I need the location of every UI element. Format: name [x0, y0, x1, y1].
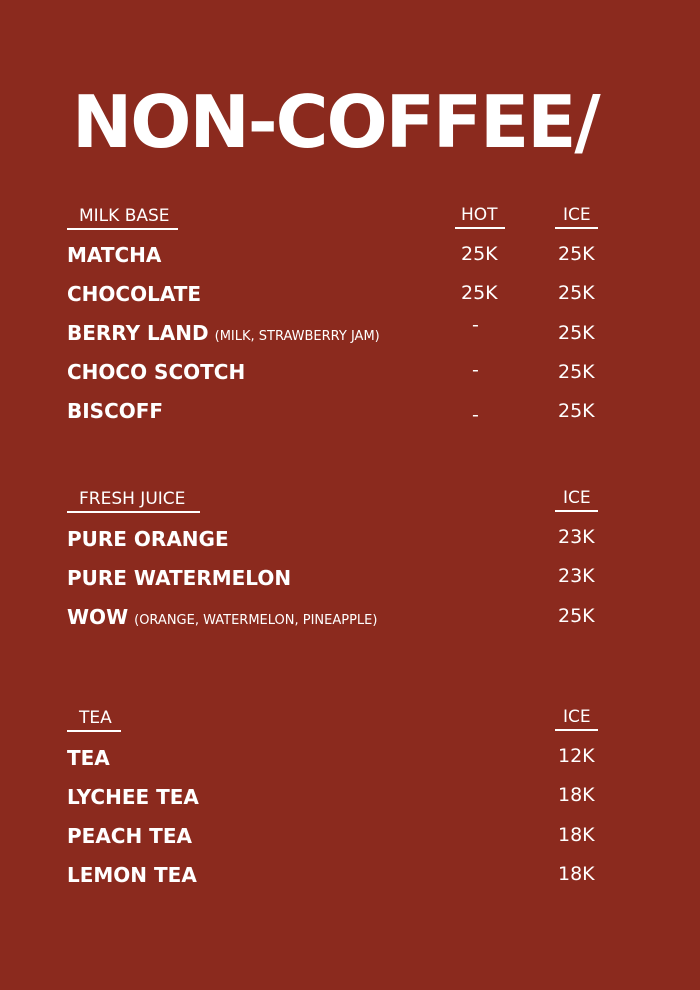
item-name: BISCOFF [67, 399, 164, 423]
column-header-label: HOT [461, 205, 498, 225]
item-name: WOW [67, 605, 129, 629]
menu-item-biscoff [67, 398, 163, 424]
section-header-milk-base [79, 205, 170, 227]
menu-item-matcha [67, 242, 161, 268]
menu-item-tea [67, 745, 110, 771]
menu-item-lemon-tea [67, 862, 197, 888]
header-underline [555, 510, 598, 512]
menu-item-pure-watermelon [67, 565, 291, 591]
section-header-label: MILK BASE [79, 206, 170, 226]
header-underline [67, 511, 200, 513]
header-underline [555, 227, 598, 229]
item-name: MATCHA [67, 243, 162, 267]
menu-item-choco-scotch [67, 359, 245, 385]
price-hot-unavailable: - [472, 404, 479, 426]
price-ice: 25K [558, 400, 595, 422]
column-header-ice [563, 204, 591, 226]
header-underline [67, 228, 178, 230]
price-hot-unavailable: - [472, 359, 479, 381]
section-header-tea [79, 707, 112, 729]
price-ice: 12K [558, 745, 595, 767]
item-note: (MILK, STRAWBERRY JAM) [214, 329, 380, 344]
item-name: PURE ORANGE [67, 527, 229, 551]
section-header-fresh-juice [79, 488, 185, 510]
price-ice: 18K [558, 863, 595, 885]
item-name: LYCHEE TEA [67, 785, 199, 809]
menu-item-chocolate [67, 281, 201, 307]
price-ice: 18K [558, 824, 595, 846]
item-name: PURE WATERMELON [67, 566, 292, 590]
column-header-ice [563, 487, 591, 509]
price-ice: 25K [558, 243, 595, 265]
column-header-hot [461, 204, 498, 226]
page-title [72, 72, 599, 172]
item-name: BERRY LAND [67, 321, 209, 345]
item-name: LEMON TEA [67, 863, 197, 887]
price-hot: 25K [461, 282, 498, 304]
item-name: TEA [67, 746, 110, 770]
column-header-label: ICE [563, 205, 591, 225]
header-underline [455, 227, 505, 229]
column-header-ice [563, 706, 591, 728]
menu-item-berry-land [67, 320, 380, 350]
section-header-label: FRESH JUICE [79, 489, 186, 509]
menu-item-lychee-tea [67, 784, 199, 810]
header-underline [67, 730, 121, 732]
item-name: PEACH TEA [67, 824, 192, 848]
price-ice: 25K [558, 322, 595, 344]
section-header-label: TEA [79, 708, 112, 728]
price-ice: 23K [558, 565, 595, 587]
price-ice: 23K [558, 526, 595, 548]
title-text: NON-COFFEE/ [72, 80, 599, 164]
item-name: CHOCOLATE [67, 282, 202, 306]
price-ice: 25K [558, 605, 595, 627]
menu-item-wow [67, 604, 377, 634]
item-name: CHOCO SCOTCH [67, 360, 246, 384]
item-note: (ORANGE, WATERMELON, PINEAPPLE) [134, 613, 378, 628]
column-header-label: ICE [563, 707, 591, 727]
column-header-label: ICE [563, 488, 591, 508]
price-ice: 25K [558, 361, 595, 383]
price-hot-unavailable: - [472, 314, 479, 336]
price-ice: 25K [558, 282, 595, 304]
price-ice: 18K [558, 784, 595, 806]
price-hot: 25K [461, 243, 498, 265]
menu-item-peach-tea [67, 823, 192, 849]
menu-item-pure-orange [67, 526, 229, 552]
header-underline [555, 729, 598, 731]
